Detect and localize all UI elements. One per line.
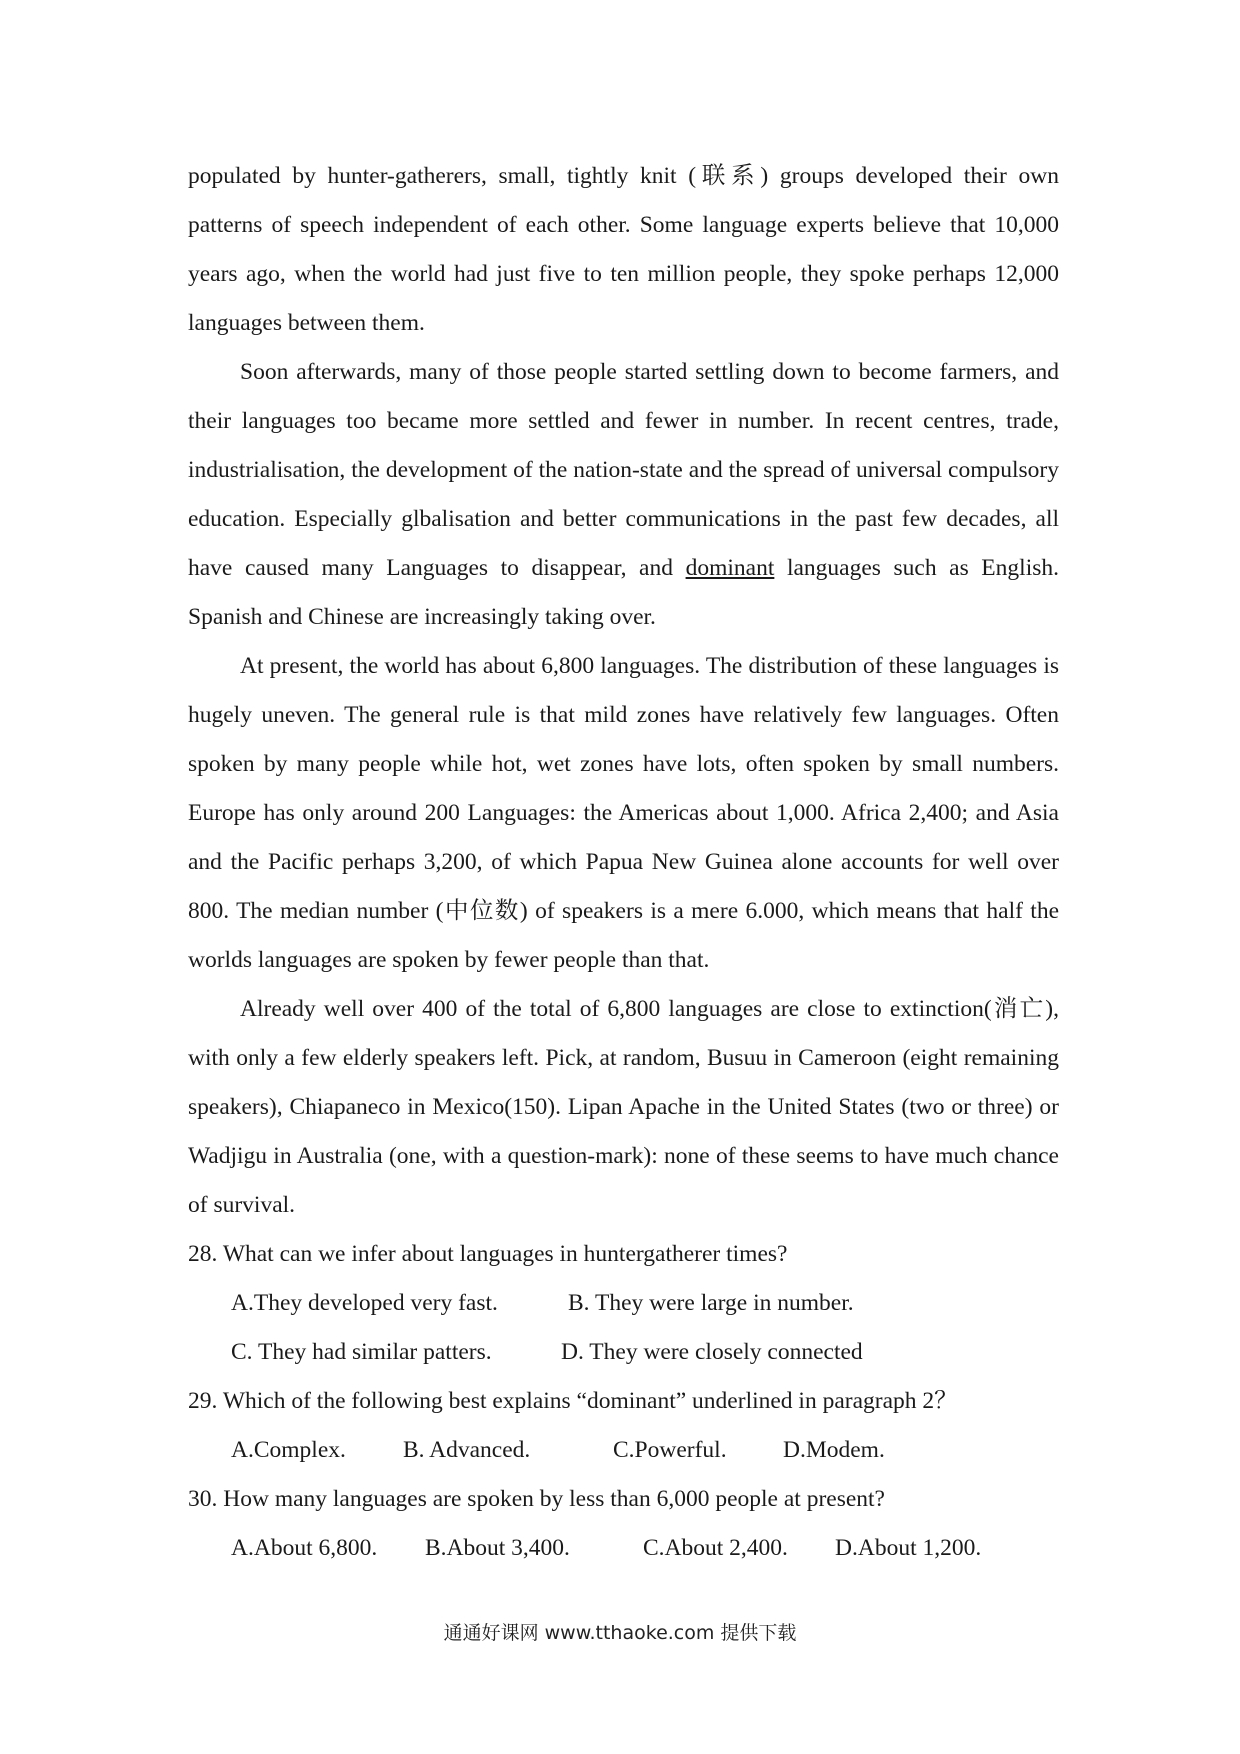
question-28-options-row-1: [188, 1279, 1059, 1328]
question-28-stem: 28. What can we infer about languages in huntergatherer times?: [188, 1241, 788, 1267]
q30-option-a: A.About 6,800.: [231, 1535, 378, 1561]
paragraph-2: [188, 348, 1059, 642]
q28-option-a: A.They developed very fast.: [231, 1290, 498, 1316]
paragraph-1: populated by hunter-gatherers, small, tightly knit (联系) groups developed their own patterns of speech independent of each other. Some language experts believe that 10,000 years ago, when the world had just five to ten million people, they spoke perhaps 12,000 languages between them.: [188, 163, 1059, 336]
question-29-stem: 29. Which of the following best explains “dominant” underlined in paragraph 2？: [188, 1388, 958, 1414]
q29-option-b: B. Advanced.: [403, 1437, 531, 1463]
paragraph-3: At present, the world has about 6,800 languages. The distribution of these languages is hugely uneven. The general rule is that mild zones have relatively few languages. Often spoken by many people while hot, wet zones have lots, often spoken by small numbers. Europe has only around 200 Languages: the Americas about 1,000. Africa 2,400; and Asia and the Pacific perhaps 3,200, of which Papua New Guinea alone accounts for well over 800. The median number (中位数) of speakers is a mere 6.000, which means that half the worlds languages are spoken by fewer people than that.: [188, 653, 1059, 973]
underlined-word-dominant: dominant: [685, 555, 775, 581]
question-28-options-row-2: [188, 1328, 1059, 1377]
question-29-options: [188, 1426, 1059, 1475]
q29-option-a: A.Complex.: [231, 1437, 346, 1463]
q30-option-d: D.About 1,200.: [835, 1535, 982, 1561]
paragraph-4: Already well over 400 of the total of 6,800 languages are close to extinction(消亡), with only a few elderly speakers left. Pick, at random, Busuu in Cameroon (eight remaining speakers), Chiapaneco in Mexico(150). Lipan Apache in the United States (two or three) or Wadjigu in Australia (one, with a question-mark): none of these seems to have much chance of survival.: [188, 996, 1059, 1218]
q30-option-c: C.About 2,400.: [643, 1535, 788, 1561]
question-30-options: [188, 1524, 1059, 1573]
question-30-stem: 30. How many languages are spoken by less than 6,000 people at present?: [188, 1486, 885, 1512]
q28-option-c: C. They had similar patters.: [231, 1339, 492, 1365]
reading-passage: [188, 152, 1059, 1573]
page-footer: 通通好课网 www.tthaoke.com 提供下载: [443, 1622, 797, 1644]
q30-option-b: B.About 3,400.: [425, 1535, 570, 1561]
q29-option-c: C.Powerful.: [613, 1437, 727, 1463]
paragraph-2-text-b: languages such as English. Spanish and Chinese are increasingly taking over.: [188, 555, 1059, 630]
q28-option-b: B. They were large in number.: [568, 1290, 854, 1316]
paragraph-2-text-a: Soon afterwards, many of those people started settling down to become farmers, and their languages too became more settled and fewer in number. In recent centres, trade, industrialisation, the development of the nation-state and the spread of universal compulsory education. Especially glbalisation and better communications in the past few decades, all have caused many Languages to disappear, and: [188, 359, 1059, 581]
q28-option-d: D. They were closely connected: [561, 1339, 863, 1365]
q29-option-d: D.Modem.: [783, 1437, 885, 1463]
